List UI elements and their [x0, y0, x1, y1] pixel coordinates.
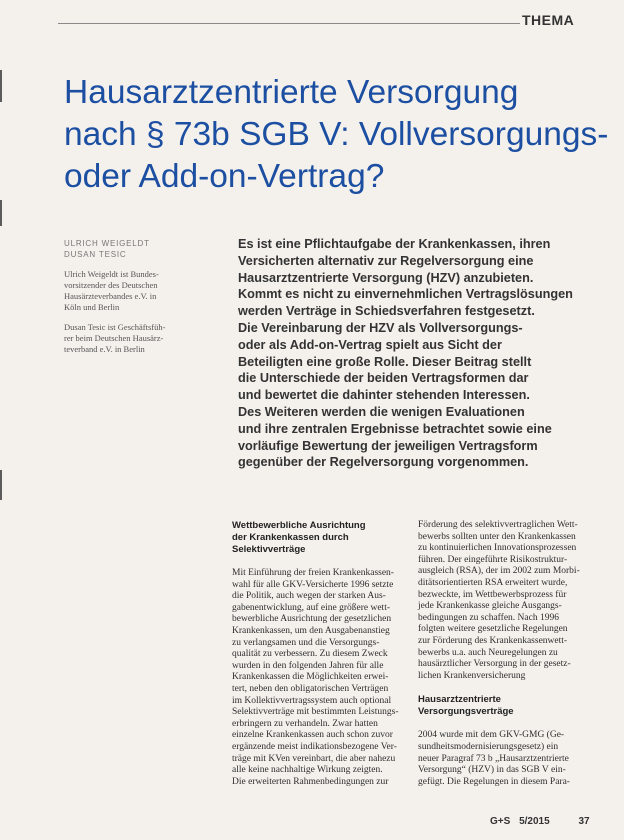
body-line: ditätsorientierten RSA erweitert wurde, — [418, 577, 568, 588]
body-line: jede Krankenkasse gleiche Ausgangs- — [418, 601, 562, 612]
abstract — [238, 236, 608, 471]
body-line: Krankenkassen die Möglichkeiten erwei- — [232, 672, 389, 683]
abstract-line: Die Vereinbarung der HZV als Vollversorgungs- — [238, 320, 523, 335]
body-column-right — [418, 520, 594, 788]
body-line: qualität zu verbessern. Zu diesem Zweck — [232, 649, 388, 660]
body-line: Mit Einführung der freien Krankenkassen- — [232, 568, 394, 578]
heading-line: Wettbewerbliche Ausrichtung — [232, 520, 366, 531]
body-line: wurden in den folgenden Jahren für alle — [232, 660, 384, 671]
body-line: tert, neben den obligatorischen Verträgen — [232, 683, 389, 694]
page-footer — [490, 816, 590, 827]
title-line: oder Add-on-Vertrag? — [64, 158, 385, 195]
body-line: gabenentwicklung, auf eine größere wett- — [232, 602, 391, 613]
body-line: 2004 wurde mit dem GKV-GMG (Ge- — [418, 730, 565, 741]
body-line: ausgleich (RSA), der im 2002 zum Morbi- — [418, 566, 580, 577]
body-line: wahl für alle GKV-Versicherte 1996 setzte — [232, 579, 394, 590]
journal-name: G+S — [490, 816, 511, 827]
abstract-line: Kommt es nicht zu einvernehmlichen Vertragslösungen — [238, 287, 573, 302]
body-line: Selektivverträge mit bestimmten Leistungs- — [232, 707, 399, 718]
body-line: zu kontinuierlichen Innovationsprozessen — [418, 543, 577, 554]
bio-line: Köln und Berlin — [64, 302, 120, 312]
abstract-line: Hausarztzentrierte Versorgung (HZV) anzubieten. — [238, 270, 534, 285]
header-rule — [58, 23, 520, 24]
heading-line: der Krankenkassen durch — [232, 532, 349, 543]
abstract-line: vorläufige Bewertung der jeweiligen Vertragsform — [238, 438, 538, 453]
bio-line: Dusan Tesic ist Geschäftsfüh- — [64, 322, 166, 332]
abstract-line: gegenüber der Regelversorgung vorgenommen. — [238, 455, 529, 470]
abstract-line: Des Weiteren werden die wenigen Evaluationen — [238, 404, 525, 419]
bio-line: rer beim Deutschen Hausärz- — [64, 333, 164, 343]
body-line: Förderung des selektivvertraglichen Wett- — [418, 520, 578, 530]
author-bio — [64, 322, 214, 355]
body-line: gefügt. Die Regelungen in diesem Para- — [418, 776, 570, 787]
page-edge-mark — [0, 200, 2, 226]
title-line: nach § 73b SGB V: Vollversorgungs- — [64, 116, 609, 153]
body-line: führen. Der eingeführte Risikostruktur- — [418, 554, 568, 565]
body-line: Die erweiterten Rahmenbedingungen zur — [232, 776, 389, 787]
body-line: folgten weitere gesetzliche Regelungen — [418, 624, 568, 635]
body-line: ergänzende meist indikationsbezogene Ver- — [232, 741, 397, 752]
body-line: neuer Paragraf 73 b „Hausarztzentrierte — [418, 753, 569, 764]
body-line: zu verlangsamen und die Versorgungs- — [232, 637, 380, 648]
section-label: THEMA — [522, 12, 575, 28]
body-line: einzelne Krankenkassen auch schon zuvor — [232, 730, 393, 741]
body-line: die Politik, auch wegen der starken Aus- — [232, 591, 386, 602]
author-name: ULRICH WEIGELDT — [64, 239, 150, 248]
bio-line: vorsitzender des Deutschen — [64, 280, 158, 290]
issue-number: 5/2015 — [519, 816, 550, 827]
body-line: erbringern zu verhandeln. Zwar hatten — [232, 718, 378, 729]
abstract-line: Versicherten alternativ zur Regelversorgung eine — [238, 253, 534, 268]
author-sidebar — [64, 238, 214, 355]
author-names — [64, 238, 214, 260]
author-name: DUSAN TESIC — [64, 250, 127, 259]
heading-line: Versorgungsverträge — [418, 706, 514, 718]
body-line: alle keine nachhaltige Wirkung zeigten. — [232, 765, 383, 776]
body-line: im Kollektivvertragssystem auch optional — [232, 695, 392, 706]
body-line: lichen Krankenversicherung — [418, 670, 526, 681]
body-line: hausärztlicher Versorgung in der gesetz- — [418, 659, 571, 670]
bio-line: Hausärzteverbandes e.V. in — [64, 291, 157, 301]
body-line: bewerbliche Ausrichtung der gesetzlichen — [232, 614, 392, 625]
body-line: bewerbs u.a. auch Neuregelungen zu — [418, 647, 558, 658]
bio-line: Ulrich Weigeldt ist Bundes- — [64, 269, 159, 279]
abstract-line: und ihre zentralen Ergebnisse betrachtet sowie eine — [238, 421, 552, 436]
author-bio — [64, 269, 214, 313]
body-line: bedingungen zu schaffen. Nach 1996 — [418, 612, 559, 623]
abstract-line: und bewertet die dahinter stehenden Interessen. — [238, 388, 530, 403]
heading-line: Hausarztzentrierte — [418, 694, 501, 706]
abstract-line: werden Verträge in Schiedsverfahren festgesetzt. — [238, 304, 535, 319]
body-line: Versorgung“ (HZV) in das SGB V ein- — [418, 765, 566, 776]
section-heading — [418, 694, 594, 718]
abstract-line: Es ist eine Pflichtaufgabe der Krankenkassen, ihren — [238, 237, 551, 251]
page-edge-mark — [0, 70, 2, 102]
section-heading — [232, 520, 406, 556]
body-line: Krankenkassen, um den Ausgabenanstieg — [232, 625, 390, 636]
body-line: bewerbs sollten unter den Krankenkassen — [418, 531, 576, 542]
page-number: 37 — [578, 816, 590, 827]
body-line: sundheitsmodernisierungsgesetz) ein — [418, 741, 559, 752]
title-line: Hausarztzentrierte Versorgung — [64, 74, 519, 111]
body-line: träge mit KVen vereinbart, die aber nahezu — [232, 753, 396, 764]
article-title — [64, 72, 609, 198]
body-line: zur Förderung des Krankenkassenwett- — [418, 635, 568, 646]
abstract-line: Beteiligten eine große Rolle. Dieser Beitrag stellt — [238, 354, 532, 369]
page-edge-mark — [0, 470, 2, 500]
body-line: bezweckte, im Wettbewerbsprozess für — [418, 589, 567, 600]
abstract-line: die Unterschiede der beiden Vertragsformen dar — [238, 371, 529, 386]
body-column-left — [232, 520, 406, 788]
heading-line: Selektivverträge — [232, 544, 306, 555]
abstract-line: oder als Add-on-Vertrag spielt aus Sicht der — [238, 337, 502, 352]
bio-line: teverband e.V. in Berlin — [64, 344, 145, 354]
